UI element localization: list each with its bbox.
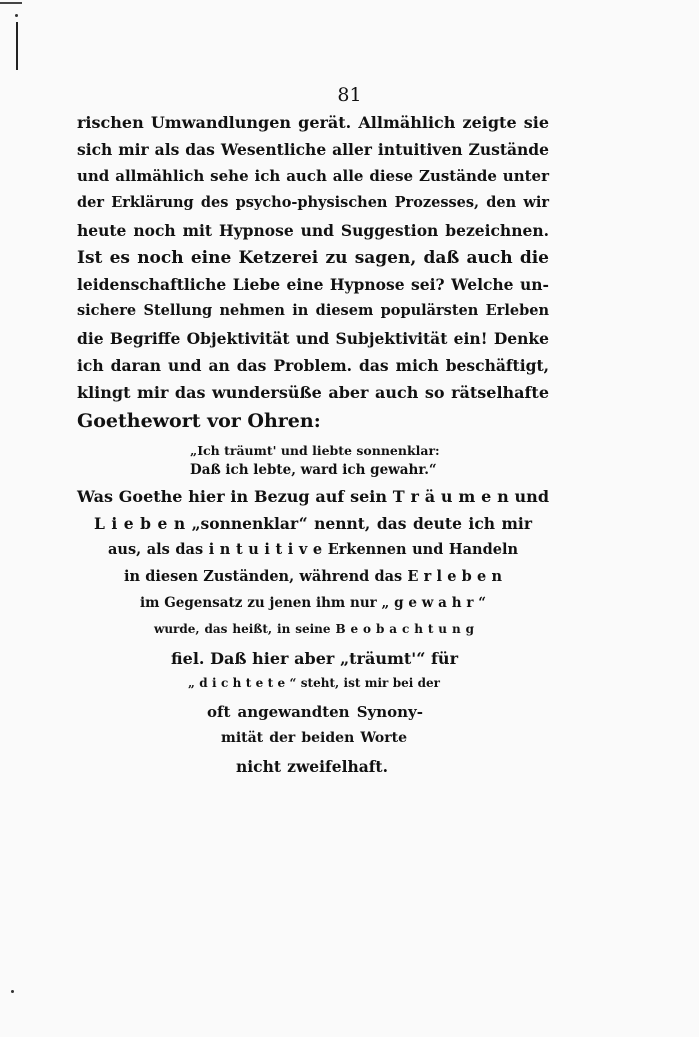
edge-dot [11, 990, 14, 993]
paragraph-line: rischen Umwandlungen gerät. Allmählich zeigte sie [77, 113, 549, 132]
tapered-line: „ d i c h t e t e “ steht, ist mir bei der [188, 676, 440, 690]
tapered-line: aus, als das i n t u i t i v e Erkennen und Handeln [108, 541, 518, 558]
tapered-line: L i e b e n „sonnenklar“ nennt, das deute ich mir [94, 514, 532, 533]
quote-line: „Ich träumt' und liebte sonnenklar: [190, 443, 440, 458]
tapered-line: im Gegensatz zu jenen ihm nur „ g e w a h r “ [140, 595, 486, 611]
paragraph-line: Goethewort vor Ohren: [77, 410, 321, 432]
page-number: 81 [337, 84, 362, 106]
left-edge-mark [16, 22, 18, 70]
tapered-line: nicht zweifelhaft. [236, 757, 388, 776]
edge-dot [15, 14, 18, 17]
tapered-line: Was Goethe hier in Bezug auf sein T r ä u m e n und [77, 487, 549, 506]
paragraph-line: die Begriffe Objektivität und Subjektivität ein! Denke [77, 329, 549, 348]
paragraph-line: und allmählich sehe ich auch alle diese Zustände unter [77, 167, 549, 185]
tapered-line: wurde, das heißt, in seine B e o b a c h t u n g [154, 622, 474, 636]
tapered-line: fiel. Daß hier aber „träumt'“ für [171, 649, 458, 668]
quote-line: Daß ich lebte, ward ich gewahr.“ [190, 462, 437, 478]
tapered-line: in diesen Zuständen, während das E r l e b e n [124, 568, 502, 585]
paragraph-line: sichere Stellung nehmen in diesem populärsten Erleben [77, 302, 549, 319]
tapered-line: mität der beiden Worte [221, 730, 407, 746]
paragraph-line: leidenschaftliche Liebe eine Hypnose sei? Welche un- [77, 275, 549, 294]
top-edge-rule [0, 2, 22, 4]
paragraph-line: Ist es noch eine Ketzerei zu sagen, daß auch die [77, 248, 549, 268]
paragraph-line: der Erklärung des psycho-physischen Prozesses, den wir [77, 194, 549, 211]
paragraph-line: heute noch mit Hypnose und Suggestion bezeichnen. [77, 221, 549, 240]
tapered-line: oft angewandten Synony- [207, 703, 423, 721]
paragraph-line: ich daran und an das Problem. das mich beschäftigt, [77, 356, 549, 375]
paragraph-line: sich mir als das Wesentliche aller intuitiven Zustände [77, 140, 549, 159]
paragraph-line: klingt mir das wundersüße aber auch so rätselhafte [77, 383, 549, 402]
